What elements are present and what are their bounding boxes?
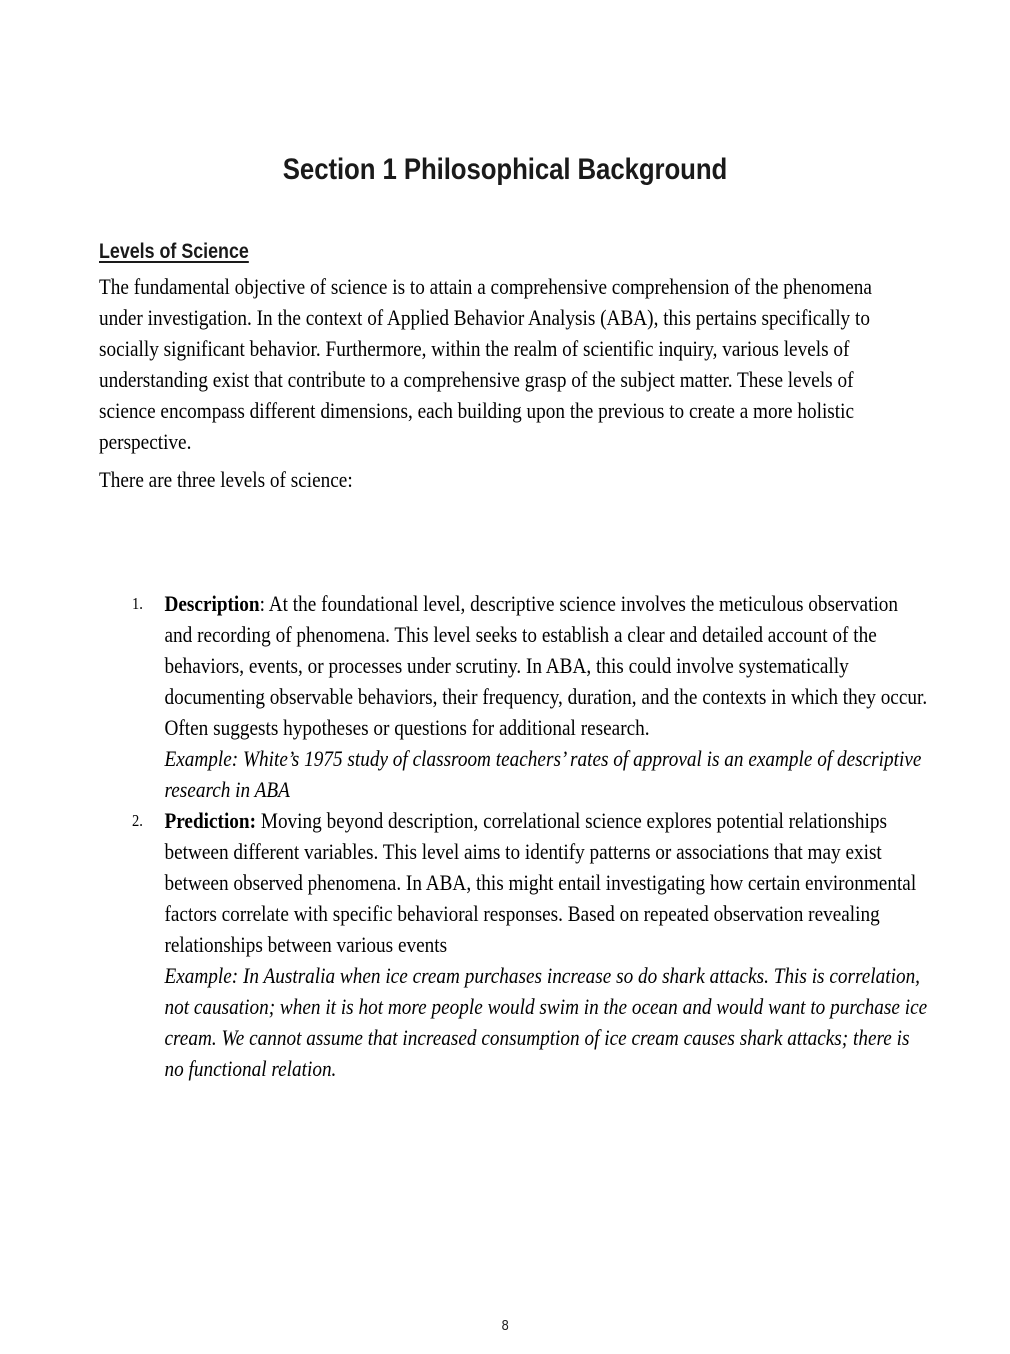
list-item-lead: Prediction: — [164, 808, 257, 833]
list-item-lead-suffix: : — [259, 591, 269, 616]
body-text-block — [99, 271, 1010, 495]
list-item-body — [164, 805, 929, 1084]
list-marker: 1. — [132, 594, 143, 613]
list-item-text: At the foundational level, descriptive science involves the meticulous observation and recording of phenomena. This level seeks to establish a clear and detailed account of the behaviors, events, or processes under scrutiny. In ABA, this could involve systematically documenting observable behaviors, their frequency, duration, and the contexts in which they occur. Often suggests hypotheses or questions for additional research. — [164, 591, 928, 740]
list-item-example: Example: White’s 1975 study of classroom teachers’ rates of approval is an example of descriptive research in ABA — [164, 746, 922, 802]
list-item-body — [164, 588, 929, 805]
paragraph-spacer — [99, 457, 1010, 464]
page-title: Section 1 Philosophical Background — [282, 153, 728, 187]
list-item-example: Example: In Australia when ice cream purchases increase so do shark attacks. This is correlation, not causation; when it is hot more people would swim in the ocean and would want to purchase ice cream. We cannot assume that increased consumption of ice cream causes shark attacks; there is no functional relation. — [164, 963, 928, 1081]
page-number — [0, 1316, 1010, 1336]
list-item-text: Moving beyond description, correlational science explores potential relationships between different variables. This level aims to identify patterns or associations that may exist between observed phenomena. In ABA, this might entail investigating how certain environmental factors correlate with specific behavioral responses. Based on repeated observation revealing relationships between various events — [164, 808, 917, 957]
section-subheading: Levels of Science — [99, 240, 249, 264]
list-marker: 2. — [132, 811, 143, 830]
page-number-value: 8 — [501, 1317, 509, 1334]
paragraph-intro: The fundamental objective of science is to attain a comprehensive comprehension of the phenomena under investigation. In the context of Applied Behavior Analysis (ABA), this pertains specifically to socially significant behavior. Furthermore, within the realm of scientific inquiry, various levels of understanding exist that contribute to a comprehensive grasp of the subject matter. These levels of science encompass different dimensions, each building upon the previous to create a more holistic perspective. — [99, 274, 872, 454]
levels-of-science-list — [132, 588, 1010, 1084]
list-item-lead: Description — [164, 591, 260, 616]
list-item — [132, 805, 930, 1084]
list-item — [132, 588, 930, 805]
paragraph-lead-in: There are three levels of science: — [99, 467, 353, 492]
